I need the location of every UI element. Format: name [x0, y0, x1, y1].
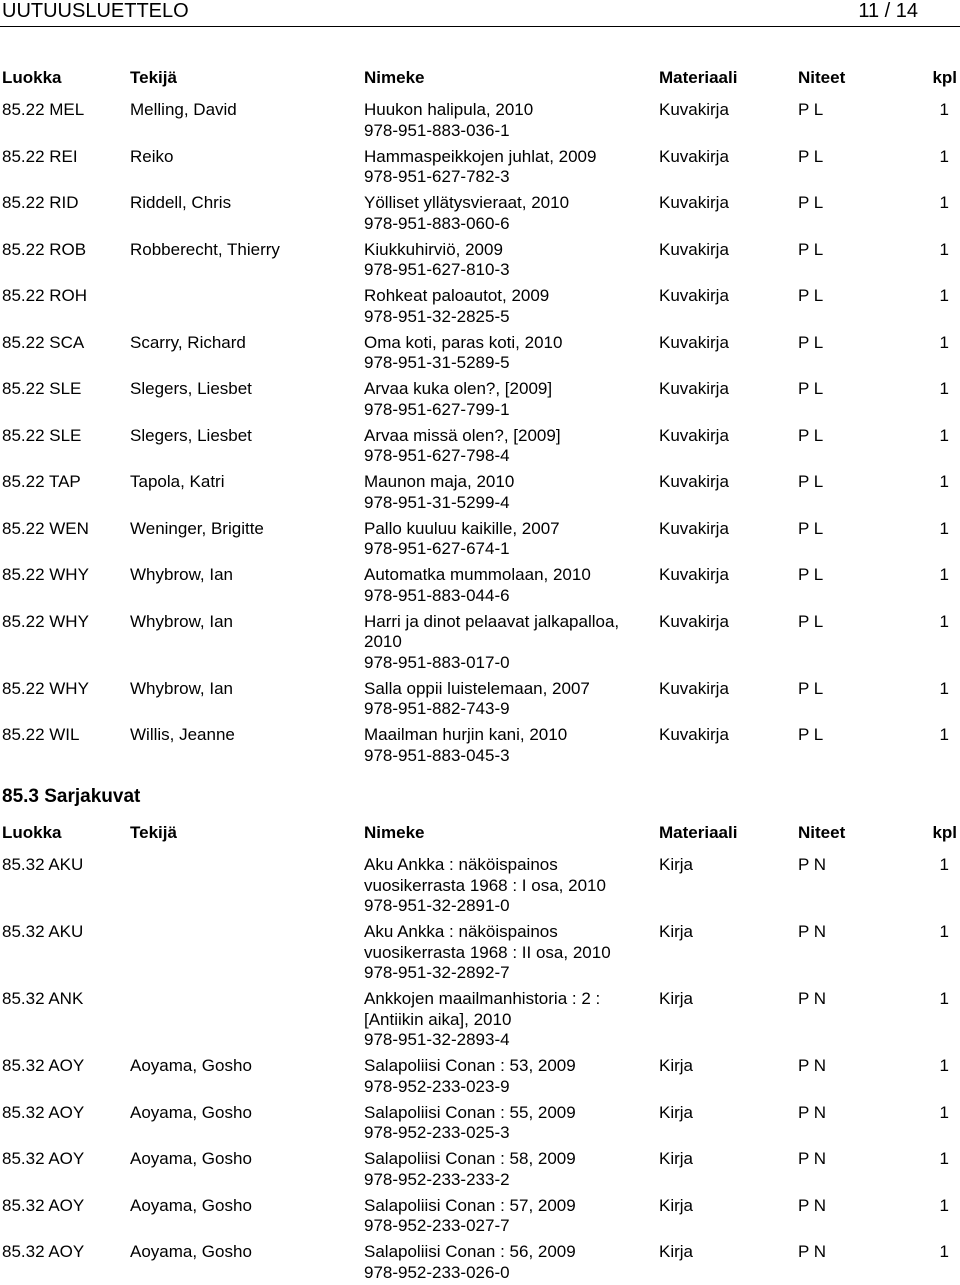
- tekija-cell: Whybrow, Ian: [130, 678, 233, 698]
- title-line: Salapoliisi Conan : 53, 2009: [364, 1056, 576, 1075]
- niteet-cell: P L: [798, 678, 824, 698]
- materiaali-cell: Kirja: [659, 855, 694, 874]
- title-line: Rohkeat paloautot, 2009: [364, 286, 550, 305]
- niteet-cell: P N: [798, 1102, 827, 1122]
- column-header-niteet: Niteet: [798, 68, 846, 87]
- isbn-text: 978-951-883-045-3: [364, 745, 510, 765]
- materiaali-cell: Kuvakirja: [659, 425, 729, 445]
- nimeke-cell: [364, 1196, 646, 1237]
- niteet-cell: P L: [798, 193, 824, 212]
- niteet-cell: P N: [798, 1242, 827, 1261]
- column-header-materiaali: Materiaali: [659, 823, 738, 842]
- nimeke-cell: [364, 100, 646, 141]
- luokka-cell: 85.22 TAP: [2, 472, 81, 491]
- luokka-cell: 85.32 AOY: [2, 1056, 85, 1075]
- isbn-text: 978-951-31-5299-4: [364, 492, 510, 512]
- kpl-cell: 1: [939, 425, 949, 445]
- page-number: 11 / 14: [858, 0, 918, 22]
- isbn-text: 978-951-882-743-9: [364, 699, 510, 718]
- luokka-cell: 85.22 ROB: [2, 239, 87, 259]
- catalog-title: UUTUUSLUETTELO: [2, 0, 189, 22]
- title-line: Salapoliisi Conan : 57, 2009: [364, 1195, 576, 1215]
- niteet-cell: P N: [798, 855, 827, 874]
- materiaali-cell: Kirja: [659, 1242, 694, 1261]
- title-line: Oma koti, paras koti, 2010: [364, 332, 563, 352]
- nimeke-cell: [364, 472, 646, 513]
- materiaali-cell: Kuvakirja: [659, 379, 729, 398]
- kpl-cell: 1: [939, 146, 949, 166]
- niteet-cell: P L: [798, 379, 824, 398]
- title-line: Maailman hurjin kani, 2010: [364, 725, 568, 744]
- nimeke-cell: [364, 519, 646, 560]
- kpl-cell: 1: [939, 239, 949, 259]
- luokka-cell: 85.32 AKU: [2, 922, 84, 941]
- isbn-text: 978-952-233-025-3: [364, 1123, 510, 1142]
- isbn-text: 978-952-233-026-0: [364, 1262, 510, 1282]
- column-header-tekija: Tekijä: [130, 823, 177, 842]
- column-header-nimeke: Nimeke: [364, 823, 425, 842]
- luokka-cell: 85.32 AOY: [2, 1242, 85, 1261]
- kpl-cell: 1: [939, 379, 949, 398]
- isbn-text: 978-951-32-2825-5: [364, 306, 510, 326]
- tekija-cell: Aoyama, Gosho: [130, 1102, 252, 1122]
- column-header-kpl: kpl: [932, 68, 957, 87]
- materiaali-cell: Kuvakirja: [659, 565, 729, 584]
- materiaali-cell: Kuvakirja: [659, 332, 729, 352]
- luokka-cell: 85.32 AOY: [2, 1149, 85, 1168]
- title-line: Arvaa missä olen?, [2009]: [364, 425, 561, 445]
- tekija-cell: Tapola, Katri: [130, 472, 225, 491]
- luokka-cell: 85.22 WIL: [2, 725, 80, 744]
- title-line: [Antiikin aika], 2010: [364, 1009, 512, 1029]
- isbn-text: 978-952-233-233-2: [364, 1169, 510, 1189]
- kpl-cell: 1: [939, 332, 949, 352]
- title-line: Hammaspeikkojen juhlat, 2009: [364, 146, 597, 166]
- materiaali-cell: Kuvakirja: [659, 193, 729, 212]
- isbn-text: 978-951-32-2891-0: [364, 896, 510, 915]
- isbn-text: 978-951-627-799-1: [364, 399, 510, 419]
- isbn-text: 978-951-627-782-3: [364, 167, 510, 186]
- niteet-cell: P N: [798, 1195, 827, 1215]
- luokka-cell: 85.22 WHY: [2, 611, 89, 631]
- nimeke-cell: [364, 147, 646, 188]
- title-line: Kiukkuhirviö, 2009: [364, 239, 503, 259]
- title-line: Salapoliisi Conan : 56, 2009: [364, 1242, 576, 1261]
- luokka-cell: 85.22 SCA: [2, 332, 85, 352]
- tekija-cell: Aoyama, Gosho: [130, 1056, 252, 1075]
- title-line: Salla oppii luistelemaan, 2007: [364, 678, 590, 698]
- luokka-cell: 85.22 ROH: [2, 286, 88, 305]
- isbn-text: 978-952-233-027-7: [364, 1216, 510, 1235]
- title-line: vuosikerrasta 1968 : II osa, 2010: [364, 942, 611, 962]
- nimeke-cell: [364, 679, 646, 720]
- niteet-cell: P N: [798, 1056, 827, 1075]
- title-line: Arvaa kuka olen?, [2009]: [364, 379, 553, 398]
- column-header-row: [0, 67, 960, 89]
- luokka-cell: 85.32 AKU: [2, 855, 84, 874]
- kpl-cell: 1: [939, 100, 949, 119]
- niteet-cell: P L: [798, 518, 824, 538]
- materiaali-cell: Kuvakirja: [659, 611, 729, 631]
- niteet-cell: P L: [798, 565, 824, 584]
- column-header-tekija: Tekijä: [130, 68, 177, 87]
- column-header-luokka: Luokka: [2, 823, 62, 842]
- tekija-cell: Robberecht, Thierry: [130, 239, 280, 259]
- tekija-cell: Slegers, Liesbet: [130, 425, 252, 445]
- section-title: 85.3 Sarjakuvat: [2, 786, 141, 807]
- niteet-cell: P L: [798, 100, 824, 119]
- kpl-cell: 1: [939, 193, 949, 212]
- isbn-text: 978-951-627-810-3: [364, 260, 510, 279]
- niteet-cell: P L: [798, 146, 824, 166]
- tekija-cell: Aoyama, Gosho: [130, 1242, 252, 1261]
- materiaali-cell: Kuvakirja: [659, 286, 729, 305]
- title-line: Huukon halipula, 2010: [364, 100, 534, 119]
- niteet-cell: P N: [798, 1149, 827, 1168]
- kpl-cell: 1: [939, 611, 949, 631]
- tekija-cell: Scarry, Richard: [130, 332, 246, 352]
- materiaali-cell: Kirja: [659, 1102, 694, 1122]
- luokka-cell: 85.32 AOY: [2, 1102, 85, 1122]
- kpl-cell: 1: [939, 678, 949, 698]
- isbn-text: 978-951-32-2893-4: [364, 1030, 510, 1049]
- nimeke-cell: [364, 1242, 646, 1283]
- niteet-cell: P N: [798, 989, 827, 1008]
- column-header-niteet: Niteet: [798, 823, 846, 842]
- kpl-cell: 1: [939, 1149, 949, 1168]
- materiaali-cell: Kuvakirja: [659, 678, 729, 698]
- materiaali-cell: Kuvakirja: [659, 146, 729, 166]
- nimeke-cell: [364, 333, 646, 374]
- isbn-text: 978-952-233-023-9: [364, 1076, 510, 1096]
- materiaali-cell: Kirja: [659, 989, 694, 1008]
- materiaali-cell: Kuvakirja: [659, 472, 729, 491]
- title-line: Yölliset yllätysvieraat, 2010: [364, 193, 570, 212]
- kpl-cell: 1: [939, 1056, 949, 1075]
- luokka-cell: 85.22 WHY: [2, 678, 89, 698]
- nimeke-cell: [364, 855, 646, 917]
- nimeke-cell: [364, 922, 646, 984]
- title-line: Automatka mummolaan, 2010: [364, 565, 591, 584]
- isbn-text: 978-951-31-5289-5: [364, 353, 510, 372]
- isbn-text: 978-951-32-2892-7: [364, 963, 510, 982]
- luokka-cell: 85.22 REI: [2, 146, 78, 166]
- nimeke-cell: [364, 989, 646, 1051]
- column-header-row: [0, 822, 960, 844]
- luokka-cell: 85.32 ANK: [2, 989, 84, 1008]
- niteet-cell: P L: [798, 725, 824, 744]
- niteet-cell: P L: [798, 286, 824, 305]
- nimeke-cell: [364, 240, 646, 281]
- kpl-cell: 1: [939, 472, 949, 491]
- materiaali-cell: Kirja: [659, 1195, 694, 1215]
- luokka-cell: 85.22 SLE: [2, 379, 82, 398]
- tekija-cell: Riddell, Chris: [130, 193, 232, 212]
- title-line: 2010: [364, 632, 402, 651]
- title-line: Pallo kuuluu kaikille, 2007: [364, 518, 560, 538]
- kpl-cell: 1: [939, 1102, 949, 1122]
- title-line: Aku Ankka : näköispainos: [364, 855, 558, 874]
- tekija-cell: Whybrow, Ian: [130, 611, 233, 631]
- tekija-cell: Reiko: [130, 146, 174, 166]
- luokka-cell: 85.22 WEN: [2, 518, 89, 538]
- nimeke-cell: [364, 565, 646, 606]
- title-line: Harri ja dinot pelaavat jalkapalloa,: [364, 611, 620, 631]
- luokka-cell: 85.22 SLE: [2, 425, 82, 445]
- isbn-text: 978-951-883-017-0: [364, 652, 510, 672]
- niteet-cell: P N: [798, 922, 827, 941]
- title-line: Ankkojen maailmanhistoria : 2 :: [364, 989, 601, 1008]
- tekija-cell: Willis, Jeanne: [130, 725, 235, 744]
- column-header-nimeke: Nimeke: [364, 68, 425, 87]
- title-line: Salapoliisi Conan : 58, 2009: [364, 1149, 576, 1168]
- column-header-luokka: Luokka: [2, 68, 62, 87]
- luokka-cell: 85.22 RID: [2, 193, 79, 212]
- niteet-cell: P L: [798, 239, 824, 259]
- luokka-cell: 85.22 MEL: [2, 100, 85, 119]
- tekija-cell: Weninger, Brigitte: [130, 518, 264, 538]
- kpl-cell: 1: [939, 1195, 949, 1215]
- niteet-cell: P L: [798, 472, 824, 491]
- nimeke-cell: [364, 612, 646, 674]
- title-line: Salapoliisi Conan : 55, 2009: [364, 1102, 576, 1122]
- kpl-cell: 1: [939, 855, 949, 874]
- title-line: vuosikerrasta 1968 : I osa, 2010: [364, 875, 606, 895]
- materiaali-cell: Kirja: [659, 922, 694, 941]
- materiaali-cell: Kuvakirja: [659, 518, 729, 538]
- isbn-text: 978-951-883-036-1: [364, 120, 510, 140]
- isbn-text: 978-951-883-060-6: [364, 213, 510, 233]
- kpl-cell: 1: [939, 565, 949, 584]
- tekija-cell: Whybrow, Ian: [130, 565, 233, 584]
- header-divider: [0, 26, 960, 27]
- luokka-cell: 85.32 AOY: [2, 1195, 85, 1215]
- title-line: Maunon maja, 2010: [364, 472, 515, 491]
- isbn-text: 978-951-627-674-1: [364, 539, 510, 558]
- nimeke-cell: [364, 1103, 646, 1144]
- kpl-cell: 1: [939, 989, 949, 1008]
- tekija-cell: Aoyama, Gosho: [130, 1195, 252, 1215]
- materiaali-cell: Kuvakirja: [659, 725, 729, 744]
- column-header-materiaali: Materiaali: [659, 68, 738, 87]
- isbn-text: 978-951-627-798-4: [364, 446, 510, 465]
- materiaali-cell: Kuvakirja: [659, 239, 729, 259]
- title-line: Aku Ankka : näköispainos: [364, 922, 558, 941]
- nimeke-cell: [364, 379, 646, 420]
- kpl-cell: 1: [939, 286, 949, 305]
- kpl-cell: 1: [939, 922, 949, 941]
- isbn-text: 978-951-883-044-6: [364, 585, 510, 605]
- nimeke-cell: [364, 1149, 646, 1190]
- materiaali-cell: Kuvakirja: [659, 100, 729, 119]
- materiaali-cell: Kirja: [659, 1056, 694, 1075]
- nimeke-cell: [364, 193, 646, 234]
- niteet-cell: P L: [798, 332, 824, 352]
- niteet-cell: P L: [798, 425, 824, 445]
- nimeke-cell: [364, 426, 646, 467]
- kpl-cell: 1: [939, 518, 949, 538]
- tekija-cell: Slegers, Liesbet: [130, 379, 252, 398]
- nimeke-cell: [364, 1056, 646, 1097]
- column-header-kpl: kpl: [932, 823, 957, 842]
- niteet-cell: P L: [798, 611, 824, 631]
- tekija-cell: Aoyama, Gosho: [130, 1149, 252, 1168]
- kpl-cell: 1: [939, 725, 949, 744]
- nimeke-cell: [364, 286, 646, 327]
- kpl-cell: 1: [939, 1242, 949, 1261]
- nimeke-cell: [364, 725, 646, 766]
- tekija-cell: Melling, David: [130, 100, 237, 119]
- materiaali-cell: Kirja: [659, 1149, 694, 1168]
- luokka-cell: 85.22 WHY: [2, 565, 89, 584]
